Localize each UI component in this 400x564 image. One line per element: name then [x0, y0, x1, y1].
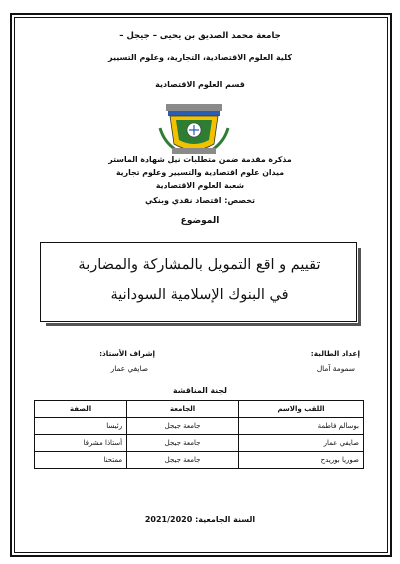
title-box [40, 242, 357, 322]
thesis-line-3: شعبة العلوم الاقتصادية [155, 181, 245, 190]
academic-year: السنة الجامعية: 2021/2020 [144, 515, 256, 524]
faculty-name: كلية العلوم الاقتصادية، التجارية، وعلوم التسيير [108, 53, 292, 62]
department-name: قسم العلوم الاقتصادية [155, 80, 245, 89]
specialty: تخصص: اقتصاد نقدي وبنكي [144, 196, 256, 205]
member-university: جامعة جيجل [127, 418, 239, 435]
thesis-line-2: ميدان علوم اقتصادية والتسيير وعلوم تجارية [115, 168, 285, 177]
supervised-by-label: إشراف الأستاذ: [99, 349, 155, 358]
university-name: جامعة محمد الصديق بن يحيى – جيجل – [119, 31, 281, 41]
thesis-title-line-2: في البنوك الإسلامية السودانية [110, 287, 289, 303]
column-header-name: اللقب والاسم [238, 401, 363, 418]
committee-table [34, 400, 364, 469]
member-university: جامعة جيجل [127, 452, 239, 469]
member-role: ممتحنا [35, 452, 127, 469]
member-role: رئيسا [35, 418, 127, 435]
member-university: جامعة جيجل [127, 435, 239, 452]
member-name: صايفي عمار [238, 435, 363, 452]
column-header-university: الجامعة [127, 401, 239, 418]
student-name: سمومة آمال [316, 364, 355, 373]
table-row [35, 452, 364, 469]
member-role: أستاذا مشرفا [35, 435, 127, 452]
member-name: صوريا بوريدح [238, 452, 363, 469]
table-row [35, 418, 364, 435]
supervisor-name: صايفي عمار [110, 364, 148, 373]
thesis-title-line-1: تقييم و اقع التمويل بالمشاركة والمضاربة [78, 257, 321, 273]
university-emblem-icon [158, 98, 230, 158]
table-row [35, 435, 364, 452]
committee-title: لجنة المناقشة [173, 386, 227, 395]
prepared-by-label: إعداد الطالبة: [310, 349, 360, 358]
column-header-role: الصفة [35, 401, 127, 418]
member-name: بوسالم فاطمة [238, 418, 363, 435]
topic-label: الموضوع [180, 216, 220, 226]
table-header-row [35, 401, 364, 418]
thesis-line-1: مذكرة مقدمة ضمن متطلبات نيل شهادة الماستر [108, 155, 292, 164]
